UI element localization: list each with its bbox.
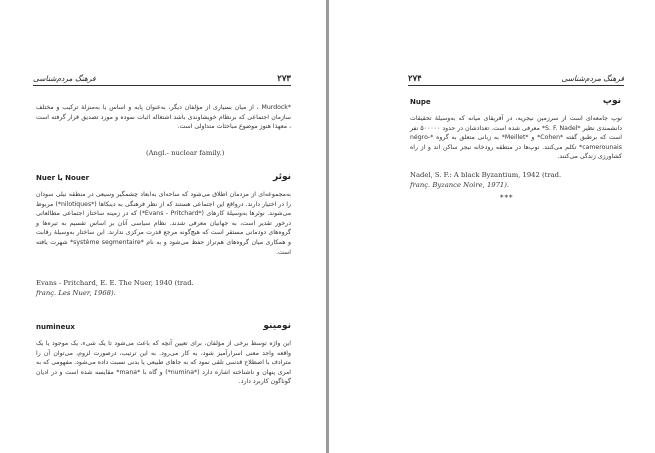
nuer-term-fa: نوئر [273,172,291,182]
numineux-term-fa: نومینو [263,321,291,331]
left-page-number: ۲۷۳ [277,74,291,84]
nuer-term-latin: Nuer یا Nouer [36,174,90,182]
nuer-body: به‌مجموعه‌ای از مردمان اطلاق می‌شود که ساحه‌ای به‌ابعاد چشمگیر وسیعی در منطقه نیلی سودان را در اختیار دارند. درواقع این اجتماعی هستند که از نظر فرهنگی به دینکاها (*nilotiques*) مربوط می‌شوند. نوئرها به‌وسیلۀ کارهای (*Evans - Pritchard*) که در زمینه ساختار اجتماعی مطالعاتی درخور تقدیر است، به جهانیان معرفی شدند. نظام سیاسی آنان بر اساس تقسیم به تیره‌ها و گروه‌های دودمانی مستقر است که هیچ‌گونه مرجع قدرت مرکزی ندارند. این ساختار به‌وسیلۀ رقابت و همکاری میان گروه‌های هم‌تراز حفظ می‌شود و به نام *système segmentaire* شهرت یافته است. [36,191,292,256]
right-running-title: فرهنگ مردم‌شناسی [561,74,624,83]
nupe-reference-line1: Nadel, S. F.: A black Byzantium, 1942 (trad. [410,171,562,179]
nuer-reference-line1: Evans - Pritchard, E. E. The Nuer, 1940 (trad. [36,279,194,287]
murdock-paragraph: *Murdock ، از میان بسیاری از مؤلفان دیگر، به‌عنوان پایه و اساس یا به‌منزلۀ ترکیب و مختلف سازمان اجتماعی که برنظام خویشاوندی باشد اشتغاله اثبات نموده و مورد تصدیق قرار گرفته است ، معهذا هنوز موضوع مباحثات متداولی است. [36,104,291,131]
nupe-body: نوپ جامعه‌ای است از سرزمین نیجریه، در آفریقای میانه که به‌وسیلۀ تحقیقات دانشمندی نظیر *S. F. Nadel* معرفی شده است. تعدادشان در حدود ۵۰۰۰۰۰ نفر است که برطبق گفته *Cohen* و *Meillet* به زبانی متعلق به گروه *négro-camerounais* تکلم می‌کنند. نوپ‌ها در منطقه رودخانه نیجر ساکن اند و از راه کشاورزی زندگی می‌کنند. [410,115,622,161]
right-page-number: ۲۷۴ [408,74,422,84]
nupe-term-latin: Nupe [410,98,431,106]
left-page-header [33,74,291,86]
section-separator-stars: *** [500,194,514,202]
numineux-term-latin: numineux [36,323,75,331]
right-page [329,0,655,453]
nupe-reference-line2: franç. Byzance Noire, 1971). [410,181,510,189]
right-page-header [408,74,624,86]
nupe-term-fa: نوپ [602,96,621,106]
left-running-title: فرهنگ مردم‌شناسی [33,74,96,83]
numineux-body: این واژه توسط برخی از مؤلفان، برای تعیین آنچه که باعث می‌شود تا یک شیء، یک موجود یا یک واقعه واجد معنی اسرارآمیز شود، به کار می‌رود. به این ترتیب، درصورت لزوم، می‌توان آن را مترادف با اصطلاح قدسی تلقی نمود که به جاهای طبیعی یا بدنی نسبت داده می‌شود. مفهومی که به امری پنهان و ناشناخته اشاره دارد (*numina*) و گاه با *mana* مقایسه شده است و در ادیان گوناگون کاربرد دارد. [36,340,292,386]
left-page [0,0,326,453]
angl-note: (Angl.- nuclear family.) [146,149,225,157]
nuer-reference-line2: franç. Les Nuer, 1968). [36,289,116,297]
